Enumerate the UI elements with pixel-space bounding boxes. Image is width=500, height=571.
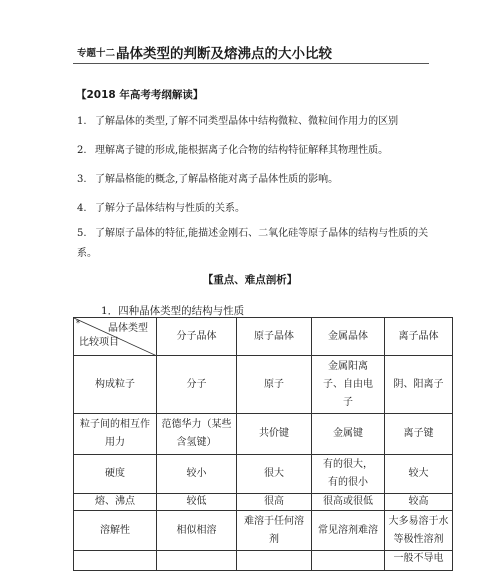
row-label: 溶解性 xyxy=(74,511,157,551)
table-row xyxy=(74,455,453,494)
requirement-item xyxy=(77,141,437,161)
requirement-item xyxy=(77,224,437,264)
topic-title: 晶体类型的判断及熔沸点的大小比较 xyxy=(116,46,332,62)
table-cell: 很高或很低 xyxy=(312,494,385,511)
table-cell: 分子 xyxy=(157,356,237,414)
table-cell: 一般不导电 xyxy=(385,551,453,571)
table-cell: 金属阳离子、自由电子 xyxy=(312,356,385,414)
table-row xyxy=(74,494,453,511)
table-row xyxy=(74,356,453,414)
table-cell: 相似相溶 xyxy=(157,511,237,551)
table-cell: 较高 xyxy=(385,494,453,511)
table-cell: 很高 xyxy=(237,494,312,511)
table-cell: 离子键 xyxy=(385,414,453,455)
table-row xyxy=(74,414,453,455)
row-label: 构成粒子 xyxy=(74,356,157,414)
requirement-item xyxy=(77,199,437,219)
corner-header-cell xyxy=(74,318,157,356)
table-title: 1．四种晶体类型的结构与性质 xyxy=(101,305,245,317)
topic-label: 专题十二 xyxy=(77,48,116,59)
requirement-number: 1. xyxy=(77,116,87,127)
table-cell xyxy=(237,551,312,571)
requirement-number: 4. xyxy=(77,203,87,214)
table-cell: 常见溶剂难溶 xyxy=(312,511,385,551)
table-cell: 很大 xyxy=(237,455,312,494)
corner-top-label: 晶体类型 xyxy=(108,323,148,334)
table-cell: 金属键 xyxy=(312,414,385,455)
column-header: 分子晶体 xyxy=(157,318,237,356)
column-header: 原子晶体 xyxy=(237,318,312,356)
table-cell: 共价键 xyxy=(237,414,312,455)
requirement-text: 了解晶体的类型,了解不同类型晶体中结构微粒、微粒间作用力的区别 xyxy=(95,116,399,127)
column-header: 金属晶体 xyxy=(312,318,385,356)
requirement-text: 理解离子键的形成,能根据离子化合物的结构特征解释其物理性质。 xyxy=(95,145,389,156)
requirement-text: 了解分子晶体结构与性质的关系。 xyxy=(95,203,245,214)
requirement-text: 了解原子晶体的特征,能描述金刚石、二氧化硅等原子晶体的结构与性质的关系。 xyxy=(77,228,429,259)
topic-header xyxy=(73,41,429,64)
key-points-heading: 【重点、难点剖析】 xyxy=(202,274,298,286)
requirement-item xyxy=(77,112,437,132)
requirement-number: 2. xyxy=(77,145,87,156)
table-cell xyxy=(312,551,385,571)
table-cell: 较小 xyxy=(157,455,237,494)
table-header-row xyxy=(74,318,453,356)
table-cell: 范德华力（某些含氢键） xyxy=(157,414,237,455)
row-label: 硬度 xyxy=(74,455,157,494)
table-cell: 难溶于任何溶剂 xyxy=(237,511,312,551)
requirement-item xyxy=(77,170,437,190)
table-row xyxy=(74,511,453,551)
requirement-number: 3. xyxy=(77,174,87,185)
corner-bottom-label: 比较项目 xyxy=(79,337,119,348)
table-row xyxy=(74,551,453,571)
table-cell: 较低 xyxy=(157,494,237,511)
crystal-comparison-table xyxy=(73,317,453,571)
requirement-number: 5. xyxy=(77,228,87,239)
exam-outline-heading: 【2018 年高考考纲解读】 xyxy=(76,89,204,101)
table-cell: 原子 xyxy=(237,356,312,414)
corner-mark: * xyxy=(76,319,80,328)
table-cell: 大多易溶于水等极性溶剂 xyxy=(385,511,453,551)
row-label: 熔、沸点 xyxy=(74,494,157,511)
table-cell xyxy=(157,551,237,571)
column-header: 离子晶体 xyxy=(385,318,453,356)
row-label: 粒子间的相互作用力 xyxy=(74,414,157,455)
table-cell: 阴、阳离子 xyxy=(385,356,453,414)
row-label xyxy=(74,551,157,571)
table-cell: 有的很大，有的很小 xyxy=(312,455,385,494)
table-cell: 较大 xyxy=(385,455,453,494)
requirement-text: 了解晶格能的概念,了解晶格能对离子晶体性质的影响。 xyxy=(95,174,339,185)
